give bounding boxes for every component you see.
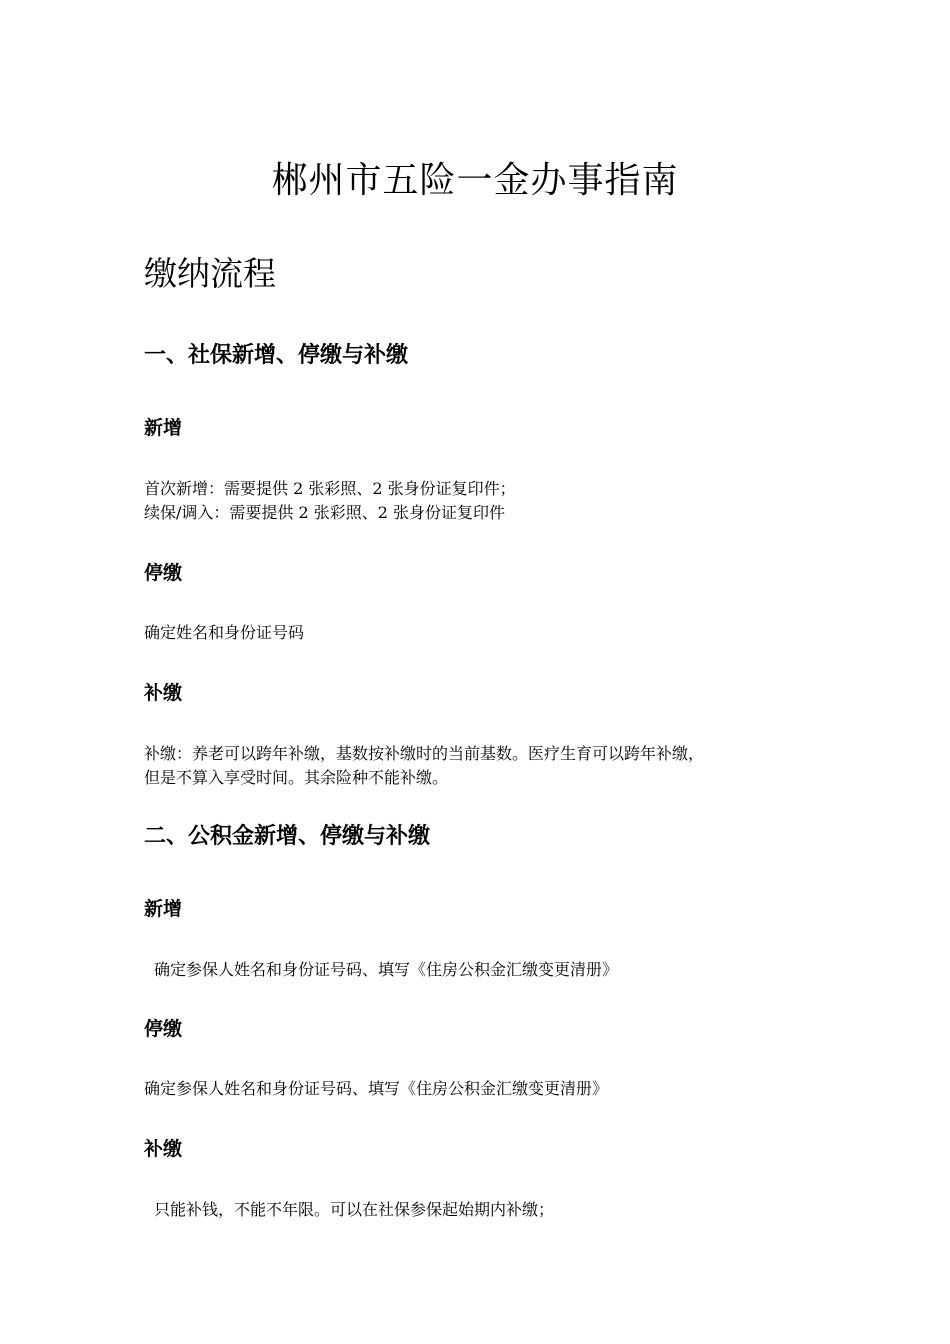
section2-add-line1: 确定参保人姓名和身份证号码、填写《住房公积金汇缴变更清册》	[154, 960, 619, 979]
section2-makeup-line1: 只能补钱，不能不年限。可以在社保参保起始期内补缴；	[154, 1200, 555, 1219]
section1-add-line1: 首次新增：需要提供 2 张彩照、2 张身份证复印件；	[144, 479, 516, 498]
main-heading: 缴纳流程	[144, 254, 276, 293]
section1-stop-heading: 停缴	[144, 562, 183, 584]
document-title: 郴州市五险一金办事指南	[271, 160, 679, 201]
section1-heading: 一、社保新增、停缴与补缴	[144, 343, 409, 368]
section1-makeup-line1: 补缴：养老可以跨年补缴，基数按补缴时的当前基数。医疗生育可以跨年补缴，	[144, 744, 705, 763]
section2-makeup-heading: 补缴	[144, 1138, 183, 1160]
section1-add-line2: 续保/调入：需要提供 2 张彩照、2 张身份证复印件	[144, 503, 506, 522]
section1-stop-line1: 确定姓名和身份证号码	[144, 623, 305, 642]
section2-add-heading: 新增	[144, 898, 183, 920]
section1-add-heading: 新增	[144, 417, 183, 439]
section1-makeup-line2: 但是不算入享受时间。其余险种不能补缴。	[144, 768, 449, 787]
section1-makeup-heading: 补缴	[144, 682, 183, 704]
section2-heading: 二、公积金新增、停缴与补缴	[144, 824, 431, 849]
section2-stop-line1: 确定参保人姓名和身份证号码、填写《住房公积金汇缴变更清册》	[144, 1079, 609, 1098]
section2-stop-heading: 停缴	[144, 1018, 183, 1040]
